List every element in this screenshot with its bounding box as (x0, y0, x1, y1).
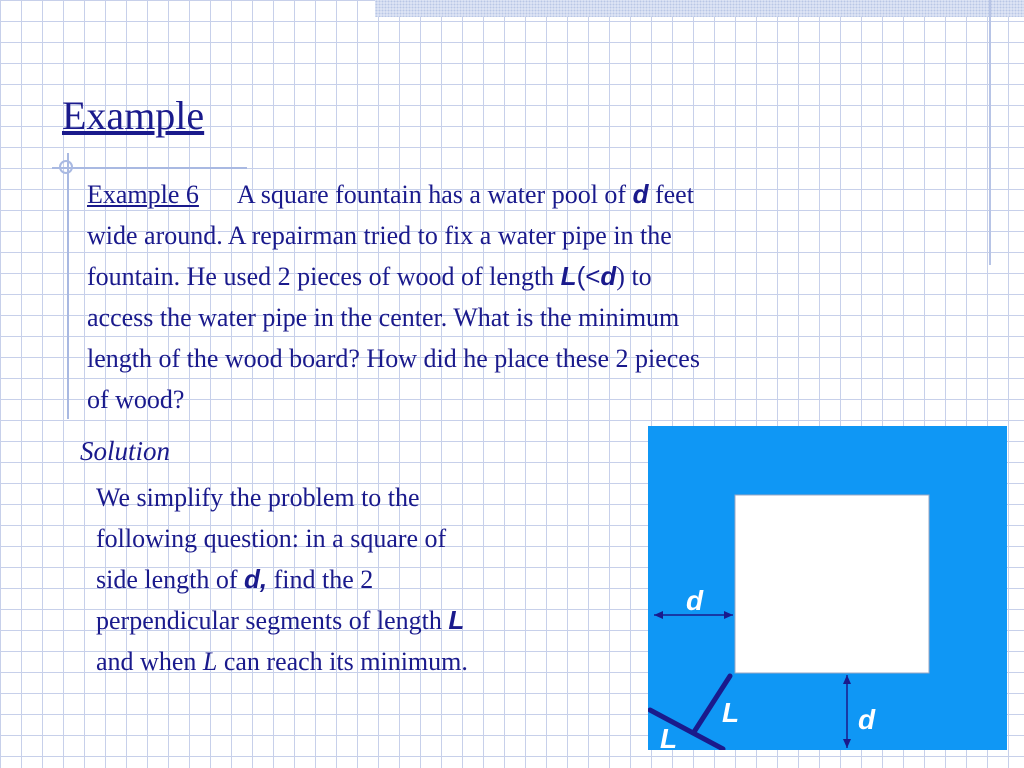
slide-title: Example (62, 93, 205, 138)
problem-line-4: access the water pipe in the center. What is the minimum (87, 303, 680, 332)
problem-text: feet (648, 180, 694, 209)
variable-L: L (202, 647, 218, 676)
label-d-bottom: d (858, 704, 876, 735)
problem-line-1 (87, 174, 957, 215)
title-rule-vertical (67, 153, 69, 419)
fountain-diagram (648, 426, 1007, 750)
label-L-left: L (660, 723, 678, 750)
solution-line-1: We simplify the problem to the (96, 483, 420, 512)
problem-text: ) to (616, 262, 652, 291)
variable-d: d (600, 261, 617, 291)
variable-L: L (560, 261, 577, 291)
top-decor-band (375, 0, 1024, 17)
solution-line-5 (96, 641, 641, 682)
solution-line-2: following question: in a square of (96, 524, 447, 553)
problem-text: fountain. He used 2 pieces of wood of length (87, 262, 561, 291)
center-square (735, 495, 929, 673)
solution-line-4 (96, 600, 641, 641)
problem-label: Example 6 (87, 180, 199, 209)
solution-text: side length of (96, 565, 245, 594)
title-rule-horizontal (52, 167, 247, 169)
variable-d: d (632, 179, 649, 209)
problem-line-2: wide around. A repairman tried to fix a water pipe in the (87, 221, 672, 250)
problem-text: A square fountain has a water pool of (236, 180, 633, 209)
problem-line-6: of wood? (87, 385, 185, 414)
problem-line-3 (87, 256, 957, 297)
solution-text (96, 477, 641, 682)
right-decor-line (989, 0, 991, 265)
variable-d: d, (244, 564, 268, 594)
solution-label: Solution (80, 436, 171, 466)
solution-text: perpendicular segments of length (96, 606, 449, 635)
solution-line-3 (96, 559, 641, 600)
solution-text: can reach its minimum. (217, 647, 468, 676)
fountain-diagram-svg (648, 426, 1007, 750)
label-d-left: d (686, 585, 704, 616)
solution-text: find the 2 (267, 565, 374, 594)
solution-text: and when (96, 647, 203, 676)
variable-L: L (448, 605, 465, 635)
problem-text: (< (576, 261, 601, 291)
label-L-right: L (722, 697, 740, 728)
problem-line-5: length of the wood board? How did he place these 2 pieces (87, 344, 700, 373)
title-rule-circle (59, 160, 73, 174)
problem-statement (87, 174, 957, 420)
